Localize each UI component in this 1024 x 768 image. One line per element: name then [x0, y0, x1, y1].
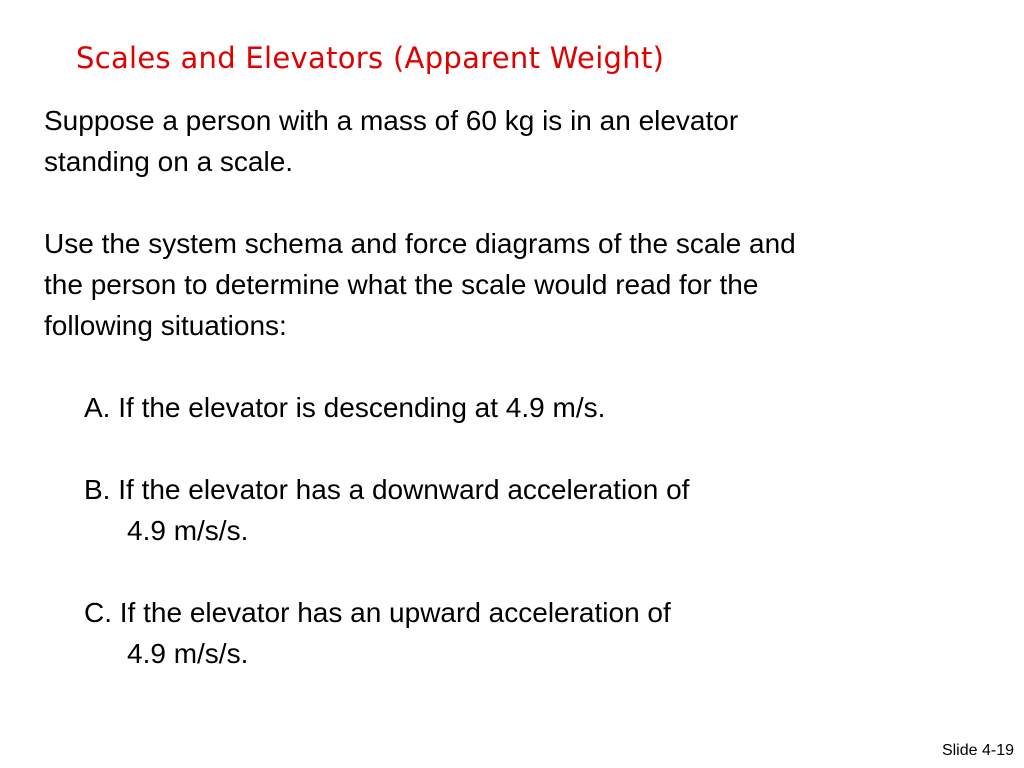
situation-item-a: [44, 387, 1004, 428]
intro-line-2: standing on a scale.: [44, 146, 294, 177]
spacer: [44, 182, 1004, 223]
spacer: [44, 428, 1004, 469]
intro-paragraph: [44, 100, 1004, 182]
instruction-line-2: the person to determine what the scale would read for the: [44, 269, 759, 300]
situation-b-continuation: 4.9 m/s/s.: [127, 515, 249, 546]
slide-body: [44, 100, 1004, 674]
spacer: [44, 551, 1004, 592]
instruction-line-3: following situations:: [44, 310, 287, 341]
situation-c-text: C. If the elevator has an upward acceleration of: [84, 597, 671, 628]
slide-number: Slide 4-19: [941, 742, 1014, 759]
spacer: [44, 346, 1004, 387]
situation-b-text: B. If the elevator has a downward acceleration of: [84, 474, 690, 505]
instruction-paragraph: [44, 223, 1004, 346]
situation-item-b: [44, 469, 1004, 551]
situation-c-continuation: 4.9 m/s/s.: [127, 638, 249, 669]
intro-line-1: Suppose a person with a mass of 60 kg is in an elevator: [44, 105, 739, 136]
situation-a-text: A. If the elevator is descending at 4.9 m/s.: [84, 392, 606, 423]
situation-item-c: [44, 592, 1004, 674]
instruction-line-1: Use the system schema and force diagrams of the scale and: [44, 228, 796, 259]
slide-title: Scales and Elevators (Apparent Weight): [76, 41, 665, 75]
